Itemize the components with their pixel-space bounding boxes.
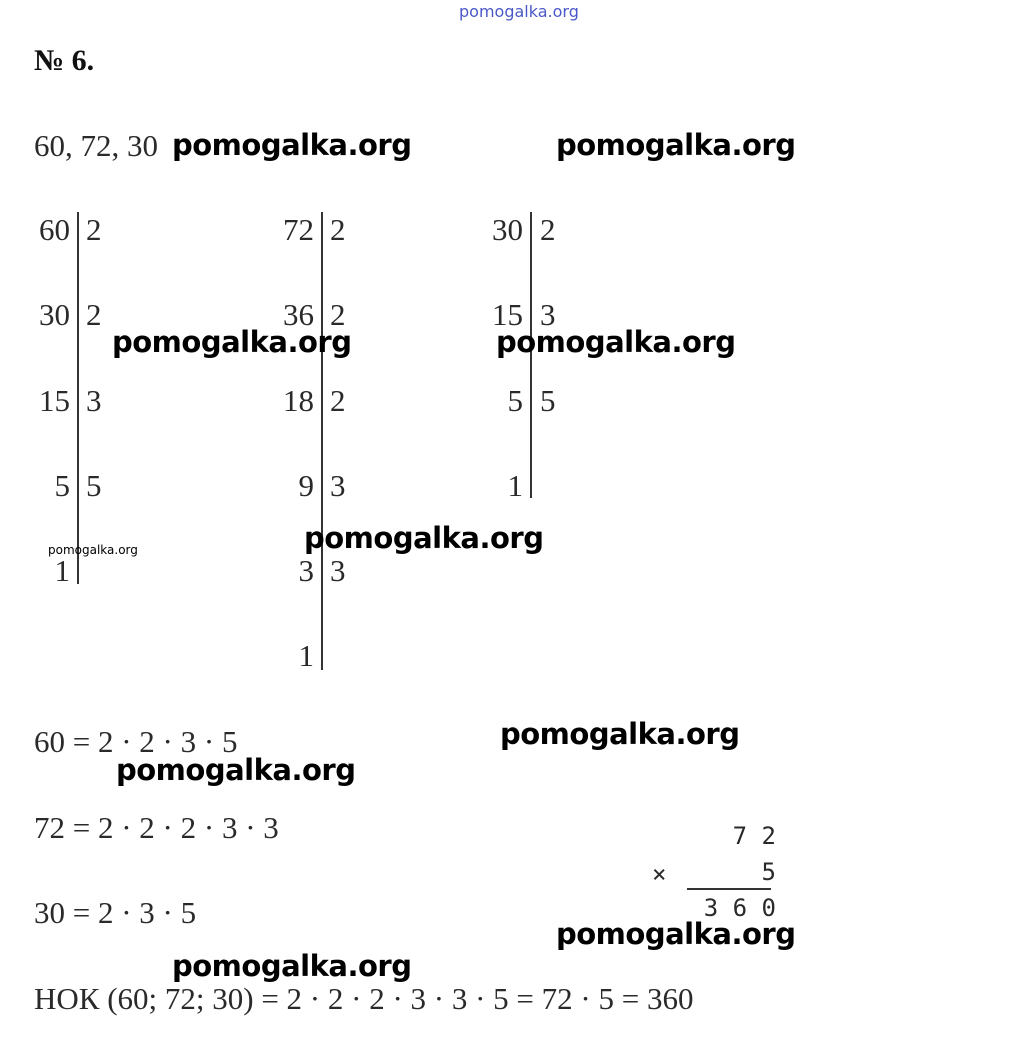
watermark: pomogalka.org: [112, 325, 352, 359]
watermark: pomogalka.org: [172, 949, 412, 983]
factorization-30: 30 = 2 · 3 · 5: [34, 895, 197, 930]
dividend: 18: [283, 383, 314, 418]
factorization-60: 60 = 2 · 2 · 3 · 5: [34, 724, 238, 759]
factorization-72: 72 = 2 · 2 · 2 · 3 · 3: [34, 810, 279, 845]
divisor: 2: [86, 297, 102, 332]
dividend: 5: [507, 383, 523, 418]
watermark: pomogalka.org: [500, 717, 740, 751]
dividend: 30: [492, 212, 523, 247]
dividend: 1: [507, 468, 523, 503]
problem-title: № 6.: [34, 44, 95, 77]
watermark: pomogalka.org: [556, 128, 796, 162]
multiplicand: 7 2: [732, 822, 776, 850]
divisor: 3: [330, 468, 346, 503]
dividend: 15: [492, 297, 523, 332]
lcm-line: НОК (60; 72; 30) = 2 · 2 · 2 · 3 · 3 · 5 = 72 · 5 = 360: [34, 981, 694, 1016]
divisor: 2: [330, 297, 346, 332]
watermark: pomogalka.org: [116, 753, 356, 787]
dividend: 1: [298, 638, 314, 673]
watermark: pomogalka.org: [556, 917, 796, 951]
divisor: 3: [86, 383, 102, 418]
product: 3 6 0: [703, 894, 776, 922]
divisor: 3: [540, 297, 556, 332]
multiply-sign: ×: [652, 860, 667, 888]
dividend: 72: [283, 212, 314, 247]
dividend: 60: [39, 212, 70, 247]
dividend: 30: [39, 297, 70, 332]
division-line: [77, 212, 79, 584]
dividend: 3: [298, 553, 314, 588]
divisor: 2: [330, 383, 346, 418]
division-line: [321, 212, 323, 670]
dividend: 5: [54, 468, 70, 503]
divisor: 3: [330, 553, 346, 588]
header-watermark[interactable]: pomogalka.org: [459, 2, 579, 21]
divisor: 5: [540, 383, 556, 418]
divisor: 2: [86, 212, 102, 247]
watermark: pomogalka.org: [496, 325, 736, 359]
dividend: 15: [39, 383, 70, 418]
divisor: 2: [540, 212, 556, 247]
dividend: 9: [298, 468, 314, 503]
dividend: 1: [54, 553, 70, 588]
multiplication-line: [687, 888, 771, 890]
watermark: pomogalka.org: [48, 543, 138, 557]
numbers-line: 60, 72, 30: [34, 128, 158, 163]
watermark: pomogalka.org: [304, 521, 544, 555]
dividend: 36: [283, 297, 314, 332]
watermark: pomogalka.org: [172, 128, 412, 162]
divisor: 2: [330, 212, 346, 247]
multiplier: 5: [761, 858, 776, 886]
divisor: 5: [86, 468, 102, 503]
